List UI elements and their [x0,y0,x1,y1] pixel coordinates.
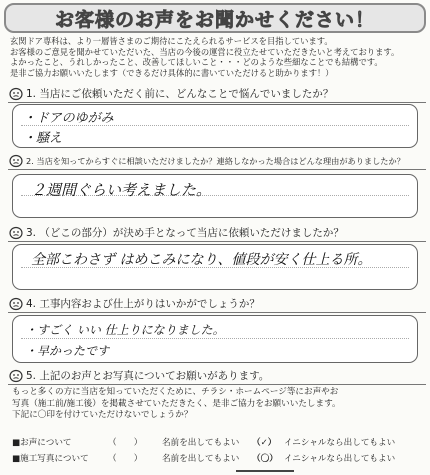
intro-line: よかったこと、うれしかったこと、改善してほしいこと・・・どのような些細なことでも結構です。 [10,57,383,68]
answer-1-line-2: ・騒え [23,131,63,146]
photo-name-option: 名前を出してもよい [162,454,240,464]
thinking-face-icon [8,297,24,311]
voice-initial-option: イニシャルなら出してもよい [284,438,396,448]
thinking-face-icon [8,369,24,383]
question-3 [8,225,426,242]
voice-name-option: 名前を出してもよい [162,438,240,448]
answer-box-2[interactable] [12,174,418,218]
question-4-label: 4. 工事内容および仕上がりはいかがでしょうか？ [26,298,260,310]
question-1-label: 1. 当店にご依頼いただく前に、どんなことで悩んでいましたか？ [26,88,334,100]
answer-box-1[interactable] [12,104,418,148]
question-4 [8,296,426,313]
photo-permission-row [12,452,422,466]
bottom-divider [236,470,294,472]
photo-name-checkbox[interactable]: （ ） [108,454,143,464]
answer-2-text: ２週間ぐらい考えました。 [31,181,212,199]
question-5-label: 5. 上記のお声とお写真についてお願いがあります。 [26,370,270,382]
permission-line: 写真（施工前/施工後）を掲載させていただきたく、是非ご協力をお願いいたします。 [12,398,341,409]
question-2 [8,154,426,170]
question-5 [8,368,426,385]
intro-line: 是非ご協力お願いいたします（できるだけ具体的に書いていただけると助かります！） [10,67,334,78]
thinking-face-icon [8,87,24,101]
answer-box-3[interactable] [12,244,418,290]
answer-box-4[interactable] [12,315,418,363]
permission-line: もっと多くの方に当店を知っていただくために、チラシ・ホームページ等にお声やお [12,387,339,397]
photo-initial-option: イニシャルなら出してもよい [284,454,396,464]
thinking-face-icon [8,226,24,240]
intro-line: 玄関ドア専科は、より一層皆さまのご期待にこたえられるサービスを目指しています。 [10,36,333,46]
thinking-face-icon [8,154,24,168]
answer-3-text: 全部こわさず はめこみになり、値段が安く仕上る所。 [31,252,372,268]
page-title: お客様のお声をお聞かせください！ [54,8,375,31]
answer-1-line-1: ・ドアのゆがみ [23,111,114,126]
answer-4-line-1: ・すごく いい 仕上りになりました。 [25,323,225,337]
question-1 [8,86,426,103]
intro-text [10,36,422,78]
voice-name-checkbox[interactable]: （ ） [108,438,143,448]
intro-line: お客様のご意見を聞かせていただいた、当店の今後の運営に役立たせていただきたいと考えております。 [10,46,400,57]
answer-4-line-2: ・早かったです [25,344,110,358]
question-3-label: 3. （どこの部分）が決め手となって当店に依頼いただけましたか？ [26,227,344,239]
title-banner [4,3,426,33]
voice-label: ■お声について [12,438,72,448]
permission-line: 下記に〇印を付けていただけないでしょうか？ [12,410,193,421]
photo-label: ■施工写真について [12,454,89,464]
voice-permission-row [12,436,422,450]
permission-request-text [12,387,422,422]
voice-initial-checkbox[interactable]: （✓） [252,438,277,448]
question-2-label: 2. 当店を知ってからすぐに相談いただけましたか？連絡しなかった場合はどんな理由がありましたか？ [26,155,405,166]
photo-initial-checkbox[interactable]: （〇） [252,454,278,464]
